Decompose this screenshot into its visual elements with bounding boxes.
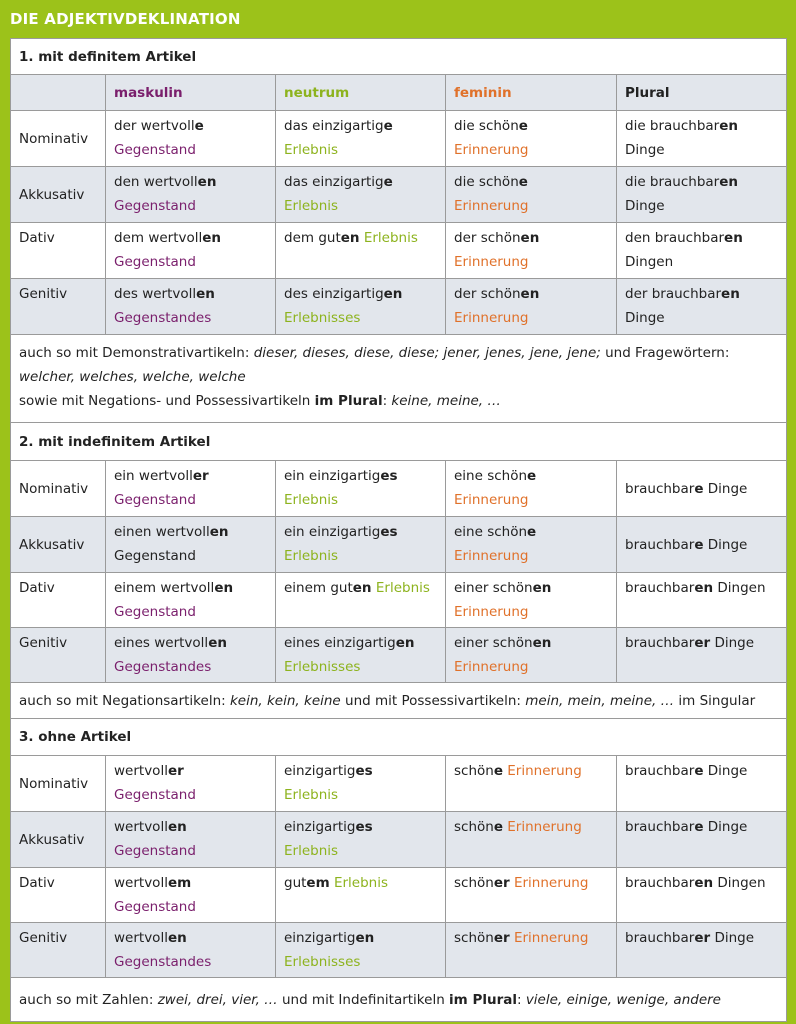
case-label-nominativ: Nominativ [11,111,106,167]
header-feminin: feminin [446,75,617,111]
form-cell-neutrum: das einzigartige Erlebnis [276,111,446,167]
form-cell-plural: der brauchbaren Dinge [617,279,787,335]
section-2-note-row [11,683,787,719]
form-cell-feminin: der schönen Erinnerung [446,279,617,335]
section-3-title: 3. ohne Artikel [11,719,787,756]
form-cell-feminin: schöner Erinnerung [446,923,617,978]
form-cell-feminin: einer schönen Erinnerung [446,628,617,683]
header-neutrum: neutrum [276,75,446,111]
form-cell-plural: die brauchbaren Dinge [617,111,787,167]
form-cell-plural: brauchbare Dinge [617,461,787,517]
table-row [11,223,787,279]
form-cell-neutrum: einem guten Erlebnis [276,573,446,628]
case-label-akkusativ: Akkusativ [11,812,106,868]
form-cell-maskulin: wertvoller Gegenstand [106,756,276,812]
section-1-note: auch so mit Demonstrativartikeln: dieser, dieses, diese, diese; jener, jenes, jene, jene; und Fragewörtern: welcher, welches, welche, welche sowie mit Negations- und Possessivartikeln im Plural: keine, meine, … [11,335,787,423]
section-2-note: auch so mit Negationsartikeln: kein, kein, keine und mit Possessivartikeln: mein, mein, meine, … im Singular [11,683,787,719]
table-row [11,517,787,573]
form-cell-maskulin: ein wertvoller Gegenstand [106,461,276,517]
gender-header-row [11,75,787,111]
form-cell-feminin: einer schönen Erinnerung [446,573,617,628]
form-cell-plural: brauchbarer Dinge [617,923,787,978]
header-plural: Plural [617,75,787,111]
form-cell-feminin: schöne Erinnerung [446,812,617,868]
form-cell-maskulin: wertvollem Gegenstand [106,868,276,923]
form-cell-neutrum: einzigartigen Erlebnisses [276,923,446,978]
section-2-title: 2. mit indefinitem Artikel [11,423,787,461]
page-title: DIE ADJEKTIVDEKLINATION [10,10,241,28]
form-cell-feminin: die schöne Erinnerung [446,111,617,167]
form-cell-neutrum: dem guten Erlebnis [276,223,446,279]
section-3-note: auch so mit Zahlen: zwei, drei, vier, … und mit Indefinitartikeln im Plural: viele, einige, wenige, andere [11,978,787,1022]
table-row [11,111,787,167]
case-label-nominativ: Nominativ [11,756,106,812]
case-label-genitiv: Genitiv [11,923,106,978]
form-cell-maskulin: einem wertvollen Gegenstand [106,573,276,628]
table-row [11,573,787,628]
form-cell-neutrum: ein einzigartiges Erlebnis [276,517,446,573]
form-cell-plural: die brauchbaren Dinge [617,167,787,223]
form-cell-neutrum: ein einzigartiges Erlebnis [276,461,446,517]
form-cell-maskulin: der wertvolle Gegenstand [106,111,276,167]
form-cell-maskulin: eines wertvollen Gegenstandes [106,628,276,683]
form-cell-plural: brauchbaren Dingen [617,573,787,628]
case-label-akkusativ: Akkusativ [11,517,106,573]
form-cell-maskulin: den wertvollen Gegenstand [106,167,276,223]
table-row [11,279,787,335]
form-cell-neutrum: einzigartiges Erlebnis [276,756,446,812]
form-cell-neutrum: das einzigartige Erlebnis [276,167,446,223]
case-label-akkusativ: Akkusativ [11,167,106,223]
form-cell-plural: brauchbare Dinge [617,517,787,573]
table-row [11,756,787,812]
case-label-genitiv: Genitiv [11,628,106,683]
case-label-dativ: Dativ [11,223,106,279]
form-cell-plural: brauchbare Dinge [617,812,787,868]
form-cell-feminin: schöne Erinnerung [446,756,617,812]
table-row [11,812,787,868]
header-empty-cell [11,75,106,111]
table-row [11,868,787,923]
table-row [11,461,787,517]
form-cell-maskulin: wertvollen Gegenstandes [106,923,276,978]
form-cell-feminin: schöner Erinnerung [446,868,617,923]
section-3-note-row [11,978,787,1022]
case-label-genitiv: Genitiv [11,279,106,335]
form-cell-maskulin: dem wertvollen Gegenstand [106,223,276,279]
form-cell-feminin: eine schöne Erinnerung [446,461,617,517]
form-cell-neutrum: gutem Erlebnis [276,868,446,923]
table-row [11,167,787,223]
form-cell-maskulin: des wertvollen Gegenstandes [106,279,276,335]
section-3-heading-row [11,719,787,756]
form-cell-neutrum: des einzigartigen Erlebnisses [276,279,446,335]
form-cell-feminin: eine schöne Erinnerung [446,517,617,573]
header-maskulin: maskulin [106,75,276,111]
form-cell-neutrum: einzigartiges Erlebnis [276,812,446,868]
form-cell-neutrum: eines einzigartigen Erlebnisses [276,628,446,683]
section-1-note-row [11,335,787,423]
table-row [11,923,787,978]
form-cell-maskulin: wertvollen Gegenstand [106,812,276,868]
form-cell-plural: den brauchbaren Dingen [617,223,787,279]
declination-table [10,38,787,1022]
form-cell-maskulin: einen wertvollen Gegenstand [106,517,276,573]
section-1-title: 1. mit definitem Artikel [11,39,787,75]
table-row [11,628,787,683]
form-cell-plural: brauchbarer Dinge [617,628,787,683]
section-2-heading-row [11,423,787,461]
form-cell-feminin: der schönen Erinnerung [446,223,617,279]
case-label-dativ: Dativ [11,868,106,923]
case-label-nominativ: Nominativ [11,461,106,517]
section-1-heading-row [11,39,787,75]
case-label-dativ: Dativ [11,573,106,628]
form-cell-feminin: die schöne Erinnerung [446,167,617,223]
form-cell-plural: brauchbaren Dingen [617,868,787,923]
form-cell-plural: brauchbare Dinge [617,756,787,812]
